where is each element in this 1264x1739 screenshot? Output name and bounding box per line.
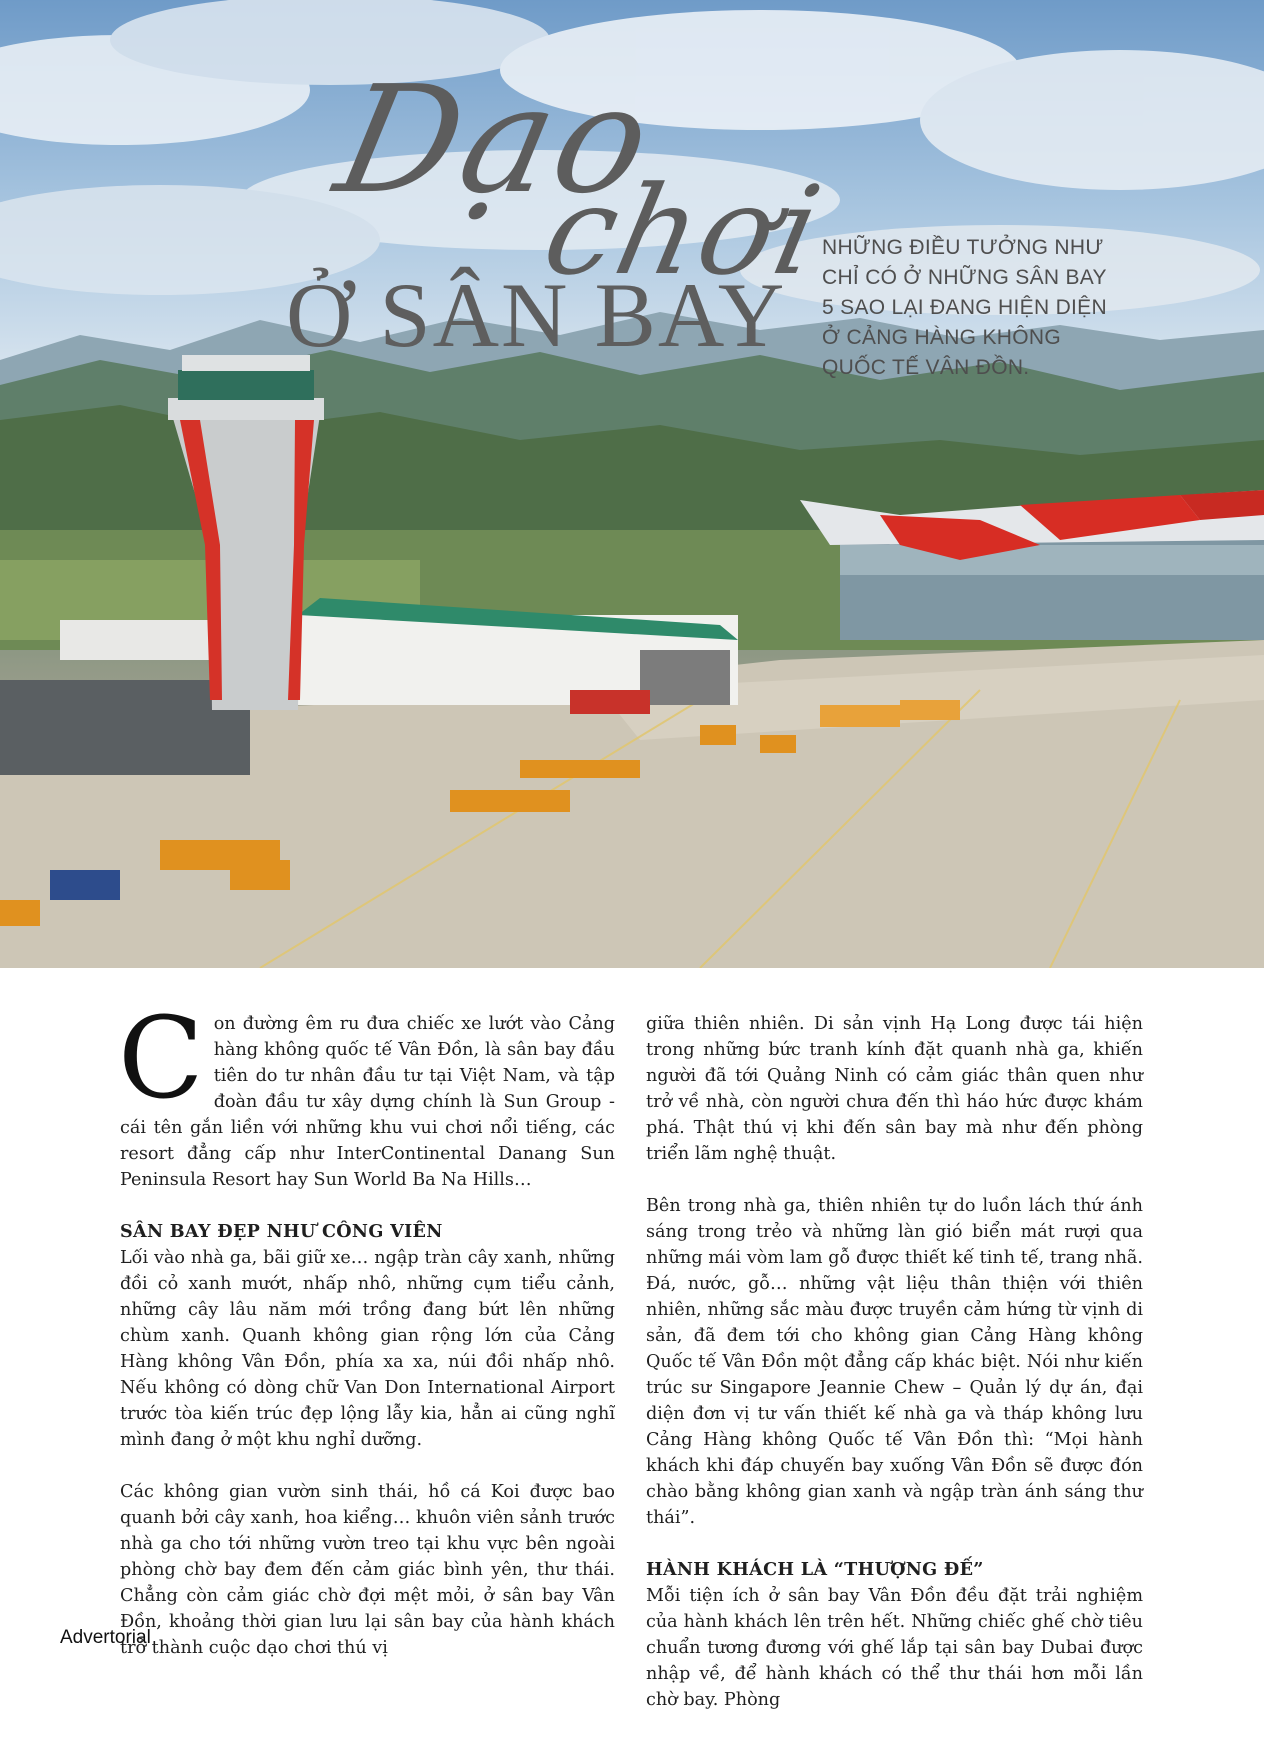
title-script-line1: Dạo (323, 54, 669, 226)
intro-text: on đường êm ru đưa chiếc xe lướt vào Cảng hàng không quốc tế Vân Đồn, là sân bay đầu tiên do tư nhân đầu tư tại Việt Nam, và tập đoàn đầu tư xây dựng chính là Sun Group - cái tên gắn liền với những khu vui chơi nổi tiếng, các resort đẳng cấp như InterContinental Danang Sun Peninsula Resort hay Sun World Ba Na Hills… (120, 1014, 615, 1190)
paragraph-nature: giữa thiên nhiên. Di sản vịnh Hạ Long được tái hiện trong những bức tranh kính đặt quanh nhà ga, khiến người đã tới Quảng Ninh có cảm giác thân quen như trở về nhà, còn người chưa đến thì háo hức được khám phá. Thật thú vị khi đến sân bay mà như đến phòng triển lãm nghệ thuật. (646, 1014, 1143, 1164)
section-heading-park: SÂN BAY ĐẸP NHƯ CÔNG VIÊN (120, 1221, 443, 1242)
paragraph-passenger: Mỗi tiện ích ở sân bay Vân Đồn đều đặt trải nghiệm của hành khách lên trên hết. Những chiếc ghế chờ tiêu chuẩn tương đương với ghế lắp tại sân bay Dubai được nhập về, để hành khách có thể thư thái hơn mỗi lần chờ bay. Phòng (646, 1586, 1143, 1710)
hero-subtitle: NHỮNG ĐIỀU TƯỞNG NHƯ CHỈ CÓ Ở NHỮNG SÂN BAY 5 SAO LẠI ĐANG HIỆN DIỆN Ở CẢNG HÀNG KHÔNG QUỐC TẾ VÂN ĐỒN. (822, 236, 1107, 379)
paragraph-park: Lối vào nhà ga, bãi giữ xe… ngập tràn cây xanh, những đồi cỏ xanh mướt, nhấp nhô, những cụm tiểu cảnh, những cây lâu năm mới trồng đang bứt lên những chùm xanh. Quanh không gian rộng lớn của Cảng Hàng không Vân Đồn, phía xa xa, núi đồi nhấp nhô. Nếu không có dòng chữ Van Don International Airport trước tòa kiến trúc đẹp lộng lẫy kia, hẳn ai cũng nghĩ mình đang ở một khu nghỉ dưỡng. (120, 1248, 615, 1450)
footer-label: Advertorial (60, 1627, 151, 1648)
dropcap: C (118, 994, 204, 1124)
paragraph-interior: Bên trong nhà ga, thiên nhiên tự do luồn lách thứ ánh sáng trong trẻo và những làn gió biển mát rượi qua những mái vòm lam gỗ được thiết kế tinh tế, trang nhã. Đá, nước, gỗ… những vật liệu thân thiện với thiên nhiên, những sắc màu được truyền cảm hứng từ vịnh di sản, đã đem tới cho không gian Cảng Hàng không Quốc tế Vân Đồn một đẳng cấp khác biệt. Nói như kiến trúc sư Singapore Jeannie Chew – Quản lý dự án, đại diện đơn vị tư vấn thiết kế nhà ga và tháp không lưu Cảng Hàng không Quốc tế Vân Đồn thì: “Mọi hành khách khi đáp chuyến bay xuống Vân Đồn sẽ được đón chào bằng không gian xanh và ngập tràn ánh sáng thư thái”. (646, 1196, 1143, 1528)
title-script-line2: chơi (532, 160, 835, 302)
intro-paragraph (118, 994, 615, 1193)
paragraph-gardens: Các không gian vườn sinh thái, hồ cá Koi được bao quanh bởi cây xanh, hoa kiểng… khuôn viên sảnh trước nhà ga cho tới những vườn treo tại khu vực bên ngoài phòng chờ bay đem đến cảm giác bình yên, thư thái. Chẳng còn cảm giác chờ đợi mệt mỏi, ở sân bay Vân Đồn, khoảng thời gian lưu lại sân bay của hành khách trở thành cuộc dạo chơi thú vị (120, 1482, 615, 1658)
section-heading-passenger: HÀNH KHÁCH LÀ “THƯỢNG ĐẾ” (646, 1559, 984, 1580)
terminal (800, 490, 1264, 640)
article-column-right (646, 1011, 1143, 1739)
article-column-left (118, 994, 615, 1687)
title-caps-line: Ở SÂN BAY (286, 264, 787, 366)
